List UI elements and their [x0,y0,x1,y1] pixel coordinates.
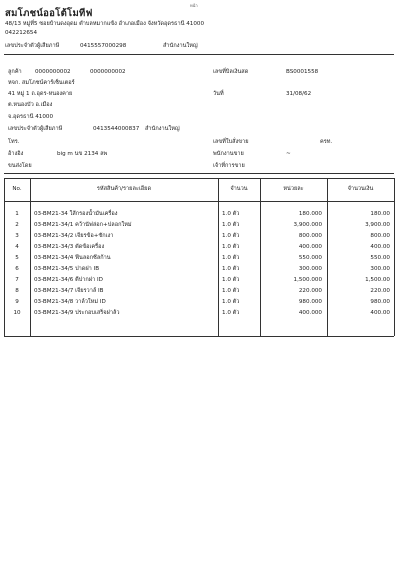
row-unit-price: 3,900.000 [293,222,322,228]
row-description: 03-BM21-34/5 ปาดฝา IB [34,266,100,272]
row-amount: 180.00 [370,211,390,217]
customer-tax-id: 0413544000837 [93,126,140,132]
customer-label: ลูกค้า [8,69,22,75]
row-amount: 1,500.00 [365,277,390,283]
customer-delivery-label: ขนส่งโดย [8,163,32,169]
customer-code-2: 0000000002 [90,69,126,75]
row-unit-price: 980.000 [298,299,322,305]
row-no: 4 [15,244,19,250]
customer-address-3: จ.อุดรธานี 41000 [8,114,54,120]
row-no: 5 [15,255,19,261]
row-amount: 800.00 [370,233,390,239]
invoice-no: BS0001558 [286,69,319,75]
bill-no-label: เลขที่ใบสั่งขาย [213,139,249,145]
table-header-top-border [4,178,394,179]
row-no: 8 [15,288,19,294]
row-description: 03-BM21-34/3 ตัดข้อเครื่อง [34,244,105,250]
row-unit-price: 220.000 [298,288,322,294]
header-description: รหัสสินค้า/รายละเอียด [96,186,152,192]
company-tax-id-label: เลขประจำตัวผู้เสียภาษี [5,43,60,49]
row-description: 03-BM21-34/8 วาล์วใหม่ ID [34,299,106,305]
row-unit-price: 300.000 [298,266,322,272]
date-label: วันที่ [213,91,224,97]
row-amount: 3,900.00 [365,222,390,228]
invoice-no-label: เลขที่บิลเงินสด [213,69,249,75]
row-quantity: 1.0 ตัว [222,299,240,305]
customer-address-1: 41 หมู่ 1 ถ.อุดร-หนองคาย [8,91,73,97]
date-value: 31/08/62 [286,91,312,97]
row-no: 10 [13,310,21,316]
row-quantity: 1.0 ตัว [222,211,240,217]
company-branch: สำนักงานใหญ่ [163,43,198,49]
customer-code-1: 0000000002 [35,69,71,75]
row-unit-price: 550.000 [298,255,322,261]
credit-label: ครท. [320,139,333,145]
table-vborder-no [30,178,31,336]
row-description: 03-BM21-34/4 ฟีนลอกซีลก้าน [34,255,111,261]
customer-ref-label: อ้างอิง [8,151,24,157]
customer-block-bottom-border [4,173,394,174]
company-tax-id: 0415557000298 [80,43,127,49]
row-amount: 400.00 [370,310,390,316]
row-no: 7 [15,277,19,283]
row-unit-price: 400.000 [298,244,322,250]
row-quantity: 1.0 ตัว [222,222,240,228]
row-no: 2 [15,222,19,228]
row-quantity: 1.0 ตัว [222,233,240,239]
row-description: 03-BM21-34/6 ตีปากฝา ID [34,277,103,283]
table-bottom-border [4,336,394,337]
row-amount: 980.00 [370,299,390,305]
table-vborder-unit [327,178,328,336]
row-amount: 550.00 [370,255,390,261]
company-name: สมโภชน์ออโต้โมทีฟ [5,8,93,19]
row-description: 03-BM21-34/1 คว้านัฟล่อก+ปลอกใหม่ [34,222,132,228]
row-quantity: 1.0 ตัว [222,310,240,316]
row-unit-price: 400.000 [298,310,322,316]
row-no: 3 [15,233,19,239]
row-description: 03-BM21-34/9 ประกอบเสร็จฝาล้ว [34,310,120,316]
row-amount: 220.00 [370,288,390,294]
table-vborder-left [4,178,5,336]
row-no: 6 [15,266,19,272]
row-unit-price: 800.000 [298,233,322,239]
row-quantity: 1.0 ตัว [222,244,240,250]
header-amount: จำนวนเงิน [347,186,374,192]
sales-value: ~ [286,151,291,157]
row-quantity: 1.0 ตัว [222,288,240,294]
row-quantity: 1.0 ตัว [222,255,240,261]
customer-phone-label: โทร. [8,139,20,145]
customer-ref-value: big m นข 2134 ลพ [57,151,108,157]
row-unit-price: 1,500.000 [293,277,322,283]
customer-block-top-border [4,54,394,55]
row-quantity: 1.0 ตัว [222,266,240,272]
row-description: 03-BM21-34 ใส้กรองน้ำมันเครื่อง [34,211,118,217]
header-unit-price: หน่วยละ [283,186,304,192]
row-amount: 400.00 [370,244,390,250]
row-no: 9 [15,299,19,305]
customer-branch: สำนักงานใหญ่ [145,126,180,132]
row-description: 03-BM21-34/7 เจียรวาล์ IB [34,288,104,294]
table-vborder-desc [218,178,219,336]
row-amount: 300.00 [370,266,390,272]
row-quantity: 1.0 ตัว [222,277,240,283]
customer-tax-id-label: เลขประจำตัวผู้เสียภาษี [8,126,63,132]
row-unit-price: 180.000 [298,211,322,217]
customer-address-2: ต.หนองบัว อ.เมือง [8,102,53,108]
collector-label: เจ้าที่การขาย [213,163,245,169]
customer-name: หจก. สมโภชน์คาร์เซ็นเตอร์ [8,80,75,86]
header-no: No. [12,186,22,192]
page-mark: หน้า [190,3,198,8]
company-phone: 042212654 [5,30,38,36]
table-header-bottom-border [4,201,394,202]
table-vborder-right [394,178,395,336]
row-description: 03-BM21-34/2 เจียรข้อ+ชักเงา [34,233,114,239]
header-quantity: จำนวน [230,186,248,192]
company-address: 48/13 หมู่ที่5 ซอยบ้านดงอุดม ตำบลหมากแข้ง อำเภอเมือง จังหวัดอุดรธานี 41000 [5,21,205,27]
row-no: 1 [15,211,19,217]
sales-label: พนักงานขาย [213,151,244,157]
